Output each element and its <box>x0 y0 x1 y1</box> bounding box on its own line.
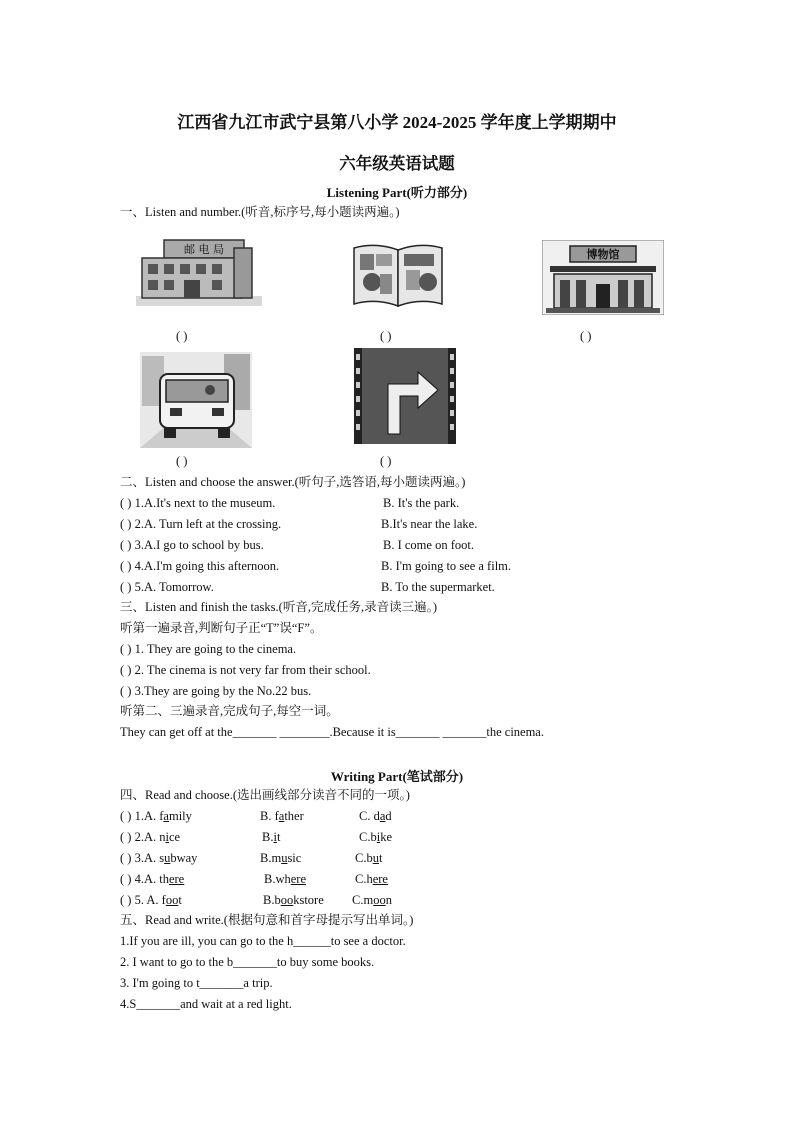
section5-heading: 五、Read and write.(根据句意和首字母提示写出单词。) <box>120 913 414 927</box>
s2-question-5: ( ) 5.A. Tomorrow. <box>120 580 214 594</box>
section2-heading: 二、Listen and choose the answer.(听句子,选答语,每小题读两遍。) <box>120 475 466 489</box>
s4-option-c-2: C.bike <box>359 830 393 844</box>
museum-image <box>542 240 664 315</box>
s3-question-2: ( ) 2. The cinema is not very far from their school. <box>120 663 371 677</box>
s4-option-c-1: C. dad <box>359 809 392 823</box>
post-office-sign: 邮 电 局 <box>184 243 224 256</box>
writing-part-heading: Writing Part(笔试部分) <box>330 769 464 784</box>
section3-heading: 三、Listen and finish the tasks.(听音,完成任务,录音读三遍。) <box>120 600 437 614</box>
s4-question-5: ( ) 5. A. foot <box>120 893 182 907</box>
answer-paren[interactable]: ( ) <box>176 329 188 343</box>
s2-question-2: ( ) 2.A. Turn left at the crossing. <box>120 517 282 531</box>
section1-heading: 一、Listen and number.(听音,标序号,每小题读两遍。) <box>120 205 400 219</box>
s4-option-c-4: C.here <box>355 872 388 886</box>
s4-question-3: ( ) 3.A. subway <box>120 851 198 865</box>
answer-paren[interactable]: ( ) <box>380 329 392 343</box>
s2-question-1: ( ) 1.A.It's next to the museum. <box>120 496 276 510</box>
s2-question-3: ( ) 3.A.I go to school by bus. <box>120 538 264 552</box>
s2-option-b-2: B.It's near the lake. <box>381 517 478 531</box>
s2-option-b-5: B. To the supermarket. <box>381 580 495 594</box>
s3-fill-sentence: They can get off at the_______ ________.Because it is_______ _______the cinema. <box>120 725 544 739</box>
s3-question-1: ( ) 1. They are going to the cinema. <box>120 642 297 656</box>
post-office-image <box>134 238 264 308</box>
s2-option-b-3: B. I come on foot. <box>383 538 474 552</box>
s2-option-b-4: B. I'm going to see a film. <box>381 559 512 573</box>
s4-option-c-3: C.but <box>355 851 383 865</box>
answer-paren[interactable]: ( ) <box>176 454 188 468</box>
s4-option-c-5: C.moon <box>352 893 392 907</box>
s4-option-b-2: B.it <box>262 830 281 844</box>
s5-question-1: 1.If you are ill, you can go to the h______to see a doctor. <box>120 934 406 948</box>
s5-question-3: 3. I'm going to t_______a trip. <box>120 976 273 990</box>
s2-question-4: ( ) 4.A.I'm going this afternoon. <box>120 559 280 573</box>
s4-question-1: ( ) 1.A. family <box>120 809 192 823</box>
bus-image <box>140 352 252 448</box>
answer-paren[interactable]: ( ) <box>580 329 592 343</box>
museum-sign: 博物馆 <box>586 248 620 261</box>
section4-heading: 四、Read and choose.(选出画线部分读音不同的一项。) <box>120 788 410 802</box>
s4-option-b-5: B.bookstore <box>263 893 324 907</box>
answer-paren[interactable]: ( ) <box>380 454 392 468</box>
s3-instruction-2: 听第二、三遍录音,完成句子,每空一词。 <box>120 704 339 718</box>
s3-question-3: ( ) 3.They are going by the No.22 bus. <box>120 684 312 698</box>
s4-question-2: ( ) 2.A. nice <box>120 830 181 844</box>
listening-part-heading: Listening Part(听力部分) <box>326 185 468 200</box>
exam-title-line2: 六年级英语试题 <box>339 154 455 173</box>
magazine-image <box>350 240 446 310</box>
s4-option-b-3: B.music <box>260 851 302 865</box>
s4-option-b-4: B.where <box>264 872 307 886</box>
exam-title-line1: 江西省九江市武宁县第八小学 2024-2025 学年度上学期期中 <box>177 113 617 132</box>
s3-instruction-1: 听第一遍录音,判断句子正“T”误“F”。 <box>120 621 323 635</box>
turn-right-sign-image <box>354 348 456 444</box>
s4-question-4: ( ) 4.A. there <box>120 872 185 886</box>
s5-question-4: 4.S_______and wait at a red light. <box>120 997 292 1011</box>
s4-option-b-1: B. father <box>260 809 304 823</box>
s2-option-b-1: B. It's the park. <box>383 496 460 510</box>
s5-question-2: 2. I want to go to the b_______to buy some books. <box>120 955 375 969</box>
